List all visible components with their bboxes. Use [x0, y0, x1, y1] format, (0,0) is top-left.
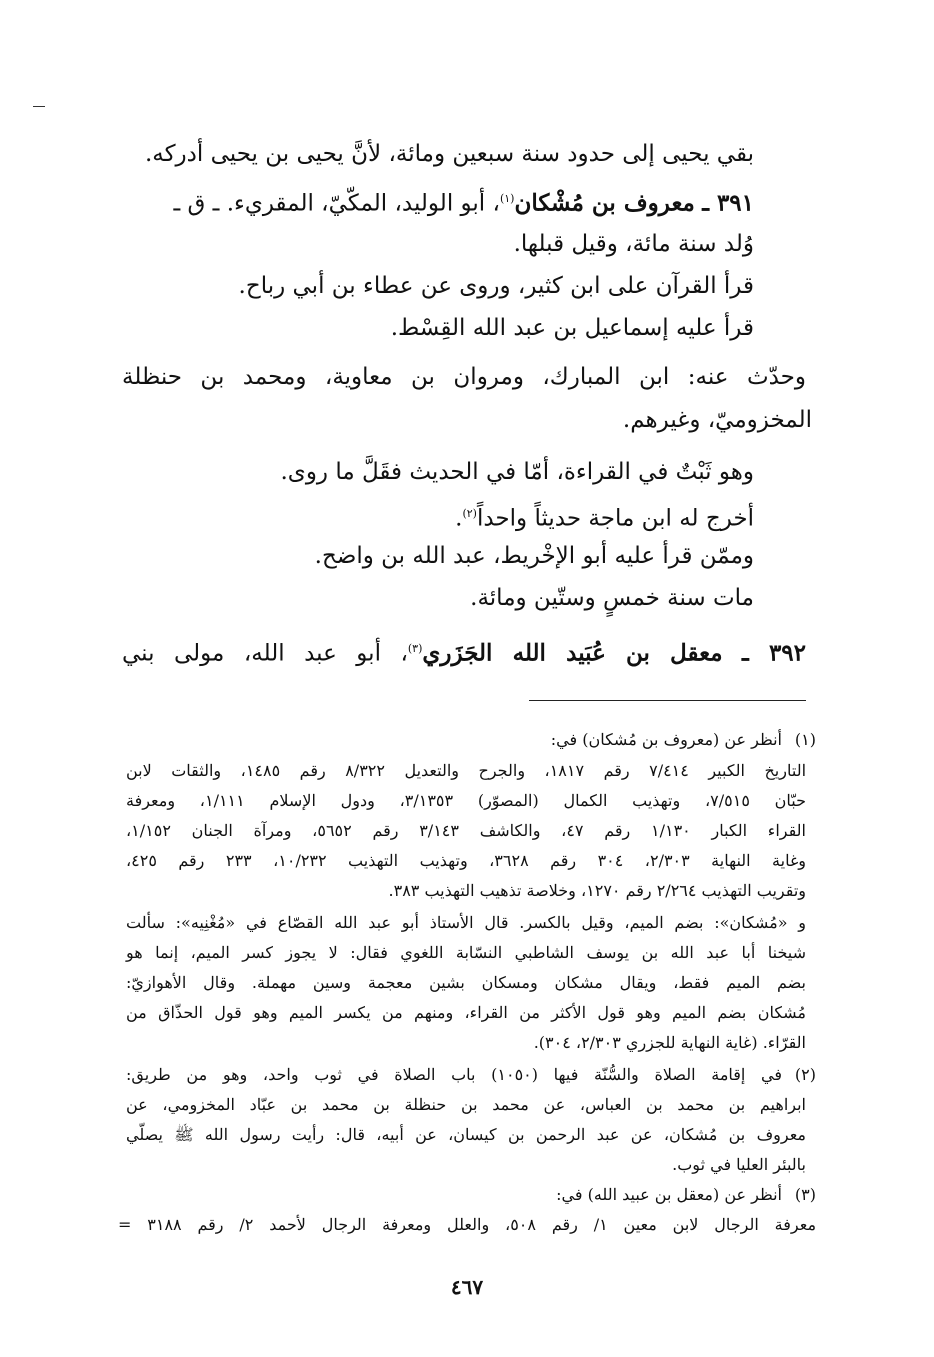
main-line-1: بقي يحيى إلى حدود سنة سبعين ومائة، لأنَّ يحيى بن يحيى أدركه.	[144, 141, 754, 167]
entry-392-name: معقل بن عُبَيد الله الجَزَري	[422, 639, 723, 667]
footnote-2-line-4: بالبئر العليا في ثوب.	[672, 1155, 806, 1174]
main-line-7: المخزوميّ، وغيرهم.	[622, 407, 812, 433]
footnote-1-number: (١)	[794, 730, 816, 749]
footnote-1-line-5: وغاية النهاية ٢/٣٠٣، ٣٠٤ رقم ٣٦٢٨، وتهذيب التهذيب ١٠/٢٣٢، ٢٣٣ رقم ٤٢٥،	[126, 851, 807, 870]
footnote-2-line-2: ابراهيم بن محمد بن العباس، عن محمد بن حنظلة بن محمد بن عبّاد المخزومي، عن	[126, 1095, 806, 1114]
main-line-9-text: أخرج له ابن ماجة حديثاً واحداً	[476, 505, 754, 532]
margin-mark	[33, 106, 45, 107]
footnote-2-line-3: معروف بن مُشكان، عن عبد الرحمن بن كيسان، عن أبيه، قال: رأيت رسول الله ﷺ يصلّي	[126, 1125, 806, 1144]
footnote-ref-1: (١)	[499, 192, 515, 205]
footnote-3-line-1: أنظر عن (معقل بن عبيد الله) في:	[556, 1185, 782, 1204]
entry-391-rest: ، أبو الوليد، المكّيّ، المقريء. ـ ق ـ	[173, 190, 500, 217]
footnote-1-line-4: القراء الكبار ١/١٣٠ رقم ٤٧، والكاشف ٣/١٤٣ رقم ٥٦٥٢، ومرآة الجنان ١/١٥٢،	[126, 821, 806, 840]
footnote-2-line-1: في إقامة الصلاة والسُّنّة فيها (١٠٥٠) باب الصلاة في ثوب واحد، وهو من طريق:	[126, 1065, 783, 1084]
footnote-1-line-3: حبّان ٧/٥١٥، وتهذيب الكمال (المصوّر) ٣/١٣٥٣، ودول الإسلام ١/١١١، ومعرفة	[126, 791, 806, 810]
entry-391-name: معروف بن مُشْكان	[514, 189, 695, 217]
main-line-10: وممّن قرأ عليه أبو الإخْريط، عبد الله بن واضح.	[314, 543, 754, 569]
entry-392-number: ٣٩٢ ـ	[742, 639, 806, 667]
footnote-1-line-6: وتقريب التهذيب ٢/٢٦٤ رقم ١٢٧٠، وخلاصة تذهيب التهذيب ٣٨٣.	[388, 881, 806, 900]
footnote-1-line-2: التاريخ الكبير ٧/٤١٤ رقم ١٨١٧، والجرح والتعديل ٨/٣٢٢ رقم ١٤٨٥، والثقات لابن	[126, 761, 807, 780]
entry-392-rest: ، أبو عبد الله، مولى بني	[122, 640, 408, 667]
main-line-8: وهو ثَبْتٌ في القراءة، أمّا في الحديث فقَلَّ ما روى.	[280, 459, 754, 485]
footnote-separator	[529, 700, 806, 701]
entry-392-heading	[122, 634, 806, 669]
main-line-3: وُلد سنة مائة، وقيل قبلها.	[513, 231, 754, 257]
main-line-4: قرأ القرآن على ابن كثير، وروى عن عطاء بن أبي رباح.	[238, 273, 754, 299]
footnote-3-number: (٣)	[794, 1185, 816, 1204]
footnote-1-line-7: و «مُشكان»: بضم الميم، وقيل بالكسر. قال الأستاذ أبو عبد الله القصّاع في «مُغْنِيه»: سألت	[126, 913, 806, 932]
footnote-1-line-11: القرّاء. (غاية النهاية للجزري ٢/٣٠٣، ٣٠٤).	[533, 1033, 806, 1052]
footnote-1-line-9: بضم الميم فقط، ويقال مشكان ومسكان بشين معجمة وسين مهملة. وقال الأهوازيّ:	[126, 973, 806, 992]
footnote-2-number: (٢)	[794, 1065, 816, 1084]
footnote-1-line-1: أنظر عن (معروف بن مُشكان) في:	[550, 730, 782, 749]
main-line-11: مات سنة خمسٍ وستّين ومائة.	[470, 585, 754, 611]
entry-391-heading	[173, 184, 754, 219]
main-line-5: قرأ عليه إسماعيل بن عبد الله القِسْط.	[390, 315, 754, 341]
footnote-3-line-2: معرفة الرجال لابن معين ١/ رقم ٥٠٨، والعلل ومعرفة الرجال لأحمد ٢/ رقم ٣١٨٨ =	[118, 1215, 817, 1234]
entry-391-number: ٣٩١ ـ	[702, 189, 754, 217]
main-line-6: وحدّث عنه: ابن المبارك، ومروان بن معاوية، ومحمد بن حنظلة	[122, 364, 806, 390]
footnote-1-line-8: شيخنا أبا عبد الله بن يوسف الشاطبي النسّابة اللغوي فقال: لا يجوز كسر الميم، إنما هو	[126, 943, 807, 962]
footnote-ref-2: (٢)	[462, 507, 477, 520]
footnote-1-line-10: مُشكان بضم الميم وهو قول الأكثر من القراء، ومنهم من يكسر الميم وهو قول الحذّاق من	[126, 1003, 807, 1022]
footnote-ref-3: (٣)	[407, 642, 423, 655]
page-number: ٤٦٧	[450, 1275, 484, 1299]
main-line-9: أخرج له ابن ماجة حديثاً واحداً$^{(٢)}$.	[455, 505, 754, 532]
